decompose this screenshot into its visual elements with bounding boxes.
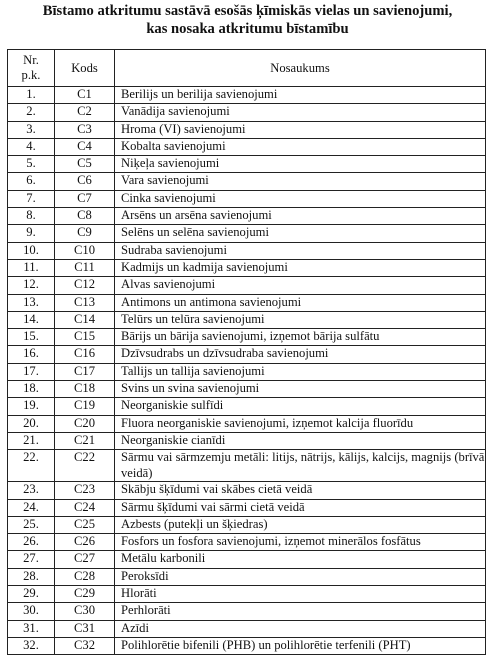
row-nr: 18. [8, 381, 55, 398]
row-kods: C4 [55, 138, 115, 155]
table-row [8, 398, 486, 415]
row-kods: C2 [55, 104, 115, 121]
row-kods: C18 [55, 381, 115, 398]
table-row [8, 586, 486, 603]
row-kods: C25 [55, 516, 115, 533]
row-kods: C21 [55, 432, 115, 449]
table-row [8, 294, 486, 311]
row-nr: 10. [8, 242, 55, 259]
row-nosaukums: Antimons un antimona savienojumi [115, 294, 486, 311]
row-nosaukums: Skābju šķīdumi vai skābes cietā veidā [115, 482, 486, 499]
row-kods: C12 [55, 277, 115, 294]
header-nr [8, 50, 55, 87]
row-nosaukums: Sārmu vai sārmzemju metāli: litijs, nātrijs, kālijs, kalcijs, magnijs (brīvā veidā) [115, 450, 486, 482]
row-nosaukums: Azbests (putekļi un šķiedras) [115, 516, 486, 533]
table-header-row [8, 50, 486, 87]
row-nosaukums: Sudraba savienojumi [115, 242, 486, 259]
row-nr: 1. [8, 87, 55, 104]
row-kods: C1 [55, 87, 115, 104]
header-nr-line-2: p.k. [21, 68, 41, 82]
header-kods: Kods [55, 50, 115, 87]
table-row [8, 637, 486, 654]
row-nr: 11. [8, 259, 55, 276]
row-nr: 8. [8, 208, 55, 225]
row-kods: C16 [55, 346, 115, 363]
table-row [8, 450, 486, 482]
row-nosaukums: Cinka savienojumi [115, 190, 486, 207]
table-row [8, 620, 486, 637]
row-nr: 32. [8, 637, 55, 654]
row-kods: C31 [55, 620, 115, 637]
row-kods: C29 [55, 586, 115, 603]
row-nosaukums: Dzīvsudrabs un dzīvsudraba savienojumi [115, 346, 486, 363]
table-row [8, 242, 486, 259]
row-nosaukums: Peroksīdi [115, 568, 486, 585]
table-row [8, 516, 486, 533]
row-nosaukums: Fluora neorganiskie savienojumi, izņemot kalcija fluorīdu [115, 415, 486, 432]
table-row [8, 568, 486, 585]
row-nr: 20. [8, 415, 55, 432]
row-kods: C14 [55, 311, 115, 328]
table-row [8, 346, 486, 363]
table-row [8, 277, 486, 294]
row-nr: 5. [8, 156, 55, 173]
row-nosaukums: Azīdi [115, 620, 486, 637]
row-kods: C8 [55, 208, 115, 225]
row-kods: C30 [55, 603, 115, 620]
row-nr: 15. [8, 329, 55, 346]
row-nr: 14. [8, 311, 55, 328]
row-kods: C27 [55, 551, 115, 568]
row-nr: 4. [8, 138, 55, 155]
table-row [8, 534, 486, 551]
table-row [8, 311, 486, 328]
row-nosaukums: Hroma (VI) savienojumi [115, 121, 486, 138]
header-nosaukums: Nosaukums [115, 50, 486, 87]
row-nosaukums: Kadmijs un kadmija savienojumi [115, 259, 486, 276]
row-kods: C15 [55, 329, 115, 346]
table-row [8, 415, 486, 432]
table-row [8, 208, 486, 225]
table-row [8, 499, 486, 516]
table-row [8, 432, 486, 449]
row-nosaukums: Vanādija savienojumi [115, 104, 486, 121]
row-nosaukums: Perhlorāti [115, 603, 486, 620]
row-nr: 6. [8, 173, 55, 190]
row-nosaukums: Vara savienojumi [115, 173, 486, 190]
table-row [8, 138, 486, 155]
row-nosaukums: Polihlorētie bifenili (PHB) un polihlorētie terfenili (PHT) [115, 637, 486, 654]
title-line-1: Bīstamo atkritumu sastāvā esošās ķīmiskās vielas un savienojumi, [42, 3, 453, 19]
row-nr: 21. [8, 432, 55, 449]
table-row [8, 173, 486, 190]
row-nosaukums: Sārmu šķīdumi vai sārmi cietā veidā [115, 499, 486, 516]
table-row [8, 104, 486, 121]
row-nosaukums: Selēns un selēna savienojumi [115, 225, 486, 242]
row-kods: C28 [55, 568, 115, 585]
row-kods: C7 [55, 190, 115, 207]
row-nosaukums: Fosfors un fosfora savienojumi, izņemot minerālos fosfātus [115, 534, 486, 551]
table-row [8, 381, 486, 398]
title-line-2: kas nosaka atkritumu bīstamību [146, 21, 349, 37]
row-nosaukums: Neorganiskie sulfīdi [115, 398, 486, 415]
row-nosaukums: Bārijs un bārija savienojumi, izņemot bārija sulfātu [115, 329, 486, 346]
row-kods: C22 [55, 450, 115, 482]
row-nr: 30. [8, 603, 55, 620]
header-nr-line-1: Nr. [23, 53, 39, 67]
row-nosaukums: Berilijs un berilija savienojumi [115, 87, 486, 104]
row-kods: C24 [55, 499, 115, 516]
table-row [8, 482, 486, 499]
row-kods: C6 [55, 173, 115, 190]
row-nosaukums: Alvas savienojumi [115, 277, 486, 294]
row-kods: C10 [55, 242, 115, 259]
row-kods: C5 [55, 156, 115, 173]
table-row [8, 329, 486, 346]
row-kods: C32 [55, 637, 115, 654]
row-nosaukums: Kobalta savienojumi [115, 138, 486, 155]
row-nosaukums: Niķeļa savienojumi [115, 156, 486, 173]
row-kods: C26 [55, 534, 115, 551]
table-row [8, 225, 486, 242]
row-nosaukums: Telūrs un telūra savienojumi [115, 311, 486, 328]
row-nosaukums: Metālu karbonili [115, 551, 486, 568]
table-row [8, 259, 486, 276]
table-row [8, 156, 486, 173]
row-nr: 12. [8, 277, 55, 294]
row-nosaukums: Hlorāti [115, 586, 486, 603]
row-kods: C20 [55, 415, 115, 432]
row-nr: 31. [8, 620, 55, 637]
table-row [8, 190, 486, 207]
row-nr: 7. [8, 190, 55, 207]
row-nr: 2. [8, 104, 55, 121]
row-kods: C3 [55, 121, 115, 138]
row-nr: 27. [8, 551, 55, 568]
row-nr: 23. [8, 482, 55, 499]
row-nr: 13. [8, 294, 55, 311]
document-title [0, 2, 495, 38]
table-row [8, 87, 486, 104]
row-nr: 26. [8, 534, 55, 551]
substances-table [7, 49, 486, 655]
row-kods: C13 [55, 294, 115, 311]
row-nosaukums: Svins un svina savienojumi [115, 381, 486, 398]
row-nr: 19. [8, 398, 55, 415]
row-kods: C11 [55, 259, 115, 276]
row-nosaukums: Neorganiskie cianīdi [115, 432, 486, 449]
table-row [8, 551, 486, 568]
table-body [8, 87, 486, 655]
row-nosaukums: Arsēns un arsēna savienojumi [115, 208, 486, 225]
row-nr: 17. [8, 363, 55, 380]
row-nr: 22. [8, 450, 55, 482]
row-kods: C23 [55, 482, 115, 499]
table-row [8, 603, 486, 620]
row-kods: C17 [55, 363, 115, 380]
row-nosaukums: Tallijs un tallija savienojumi [115, 363, 486, 380]
row-nr: 28. [8, 568, 55, 585]
row-nr: 16. [8, 346, 55, 363]
row-kods: C9 [55, 225, 115, 242]
row-nr: 3. [8, 121, 55, 138]
row-nr: 25. [8, 516, 55, 533]
table-row [8, 363, 486, 380]
table-row [8, 121, 486, 138]
row-nr: 24. [8, 499, 55, 516]
row-nr: 29. [8, 586, 55, 603]
row-kods: C19 [55, 398, 115, 415]
row-nr: 9. [8, 225, 55, 242]
